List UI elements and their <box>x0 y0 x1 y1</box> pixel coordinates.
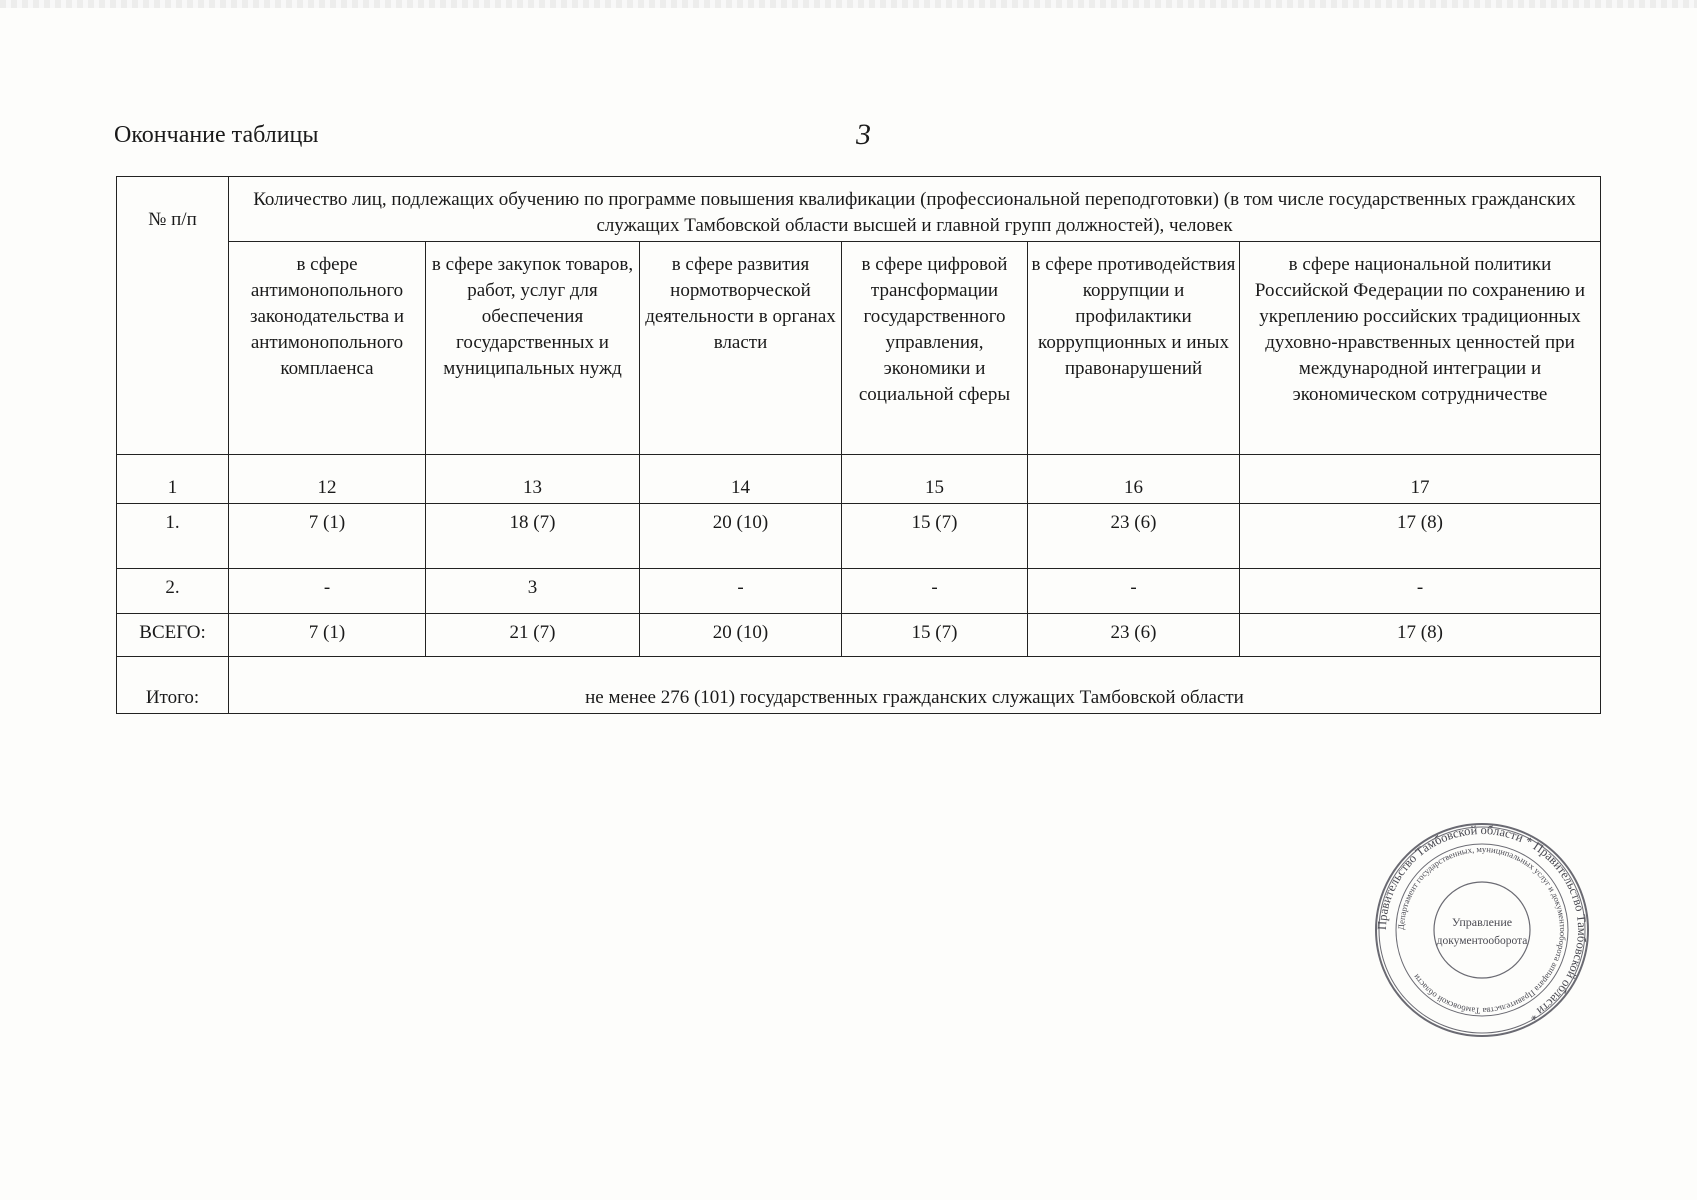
table-cell: 17 <box>1240 455 1601 504</box>
table-cell: 17 (8) <box>1240 614 1601 657</box>
main-header: Количество лиц, подлежащих обучению по программе повышения квалификации (профессиональной переподготовки) (в том числе государственных гражданских служащих Тамбовской области высшей и главной групп должностей), человек <box>229 177 1601 242</box>
col-header-number: № п/п <box>117 177 229 455</box>
sub-header-digital: в сфере цифровой трансформации государственного управления, экономики и социальной сферы <box>842 242 1028 455</box>
sub-header-procurement: в сфере закупок товаров, работ, услуг для обеспечения государственных и муниципальных нужд <box>426 242 640 455</box>
table-cell: 7 (1) <box>229 504 426 569</box>
stamp-outer-text: Правительство Тамбовской области * Правительство Тамбовской области * <box>1374 822 1590 1024</box>
table-cell: 15 (7) <box>842 614 1028 657</box>
stamp-seal <box>1372 820 1592 1040</box>
table-cell: 18 (7) <box>426 504 640 569</box>
table-cell: 1 <box>117 455 229 504</box>
training-table <box>116 176 1600 714</box>
final-row-text: не менее 276 (101) государственных гражданских служащих Тамбовской области <box>229 657 1601 714</box>
stamp-middle-text: Департамент государственных, муниципальных услуг и документооборота аппарата Правительства Тамбовской области <box>1395 843 1569 1017</box>
table-cell: 20 (10) <box>640 614 842 657</box>
sub-header-national-policy: в сфере национальной политики Российской Федерации по сохранению и укреплению российских традиционных духовно-нравственных ценностей при международной интеграции и экономическом сотрудничестве <box>1240 242 1601 455</box>
table-cell: 23 (6) <box>1028 504 1240 569</box>
table-cell: 14 <box>640 455 842 504</box>
column-numbers-row <box>117 455 1601 504</box>
table-cell: 23 (6) <box>1028 614 1240 657</box>
final-row <box>117 657 1601 714</box>
table-cell: - <box>640 569 842 614</box>
table-cell: 3 <box>426 569 640 614</box>
official-stamp <box>1372 820 1592 1040</box>
table-cell: 17 (8) <box>1240 504 1601 569</box>
table-row <box>117 569 1601 614</box>
table-cell: 12 <box>229 455 426 504</box>
total-row <box>117 614 1601 657</box>
page-header: Окончание таблицы <box>114 122 319 148</box>
table-cell: - <box>842 569 1028 614</box>
table-cell: 2. <box>117 569 229 614</box>
table-cell: 1. <box>117 504 229 569</box>
table-cell: - <box>229 569 426 614</box>
sub-header-rulemaking: в сфере развития нормотворческой деятельности в органах власти <box>640 242 842 455</box>
table-cell: 21 (7) <box>426 614 640 657</box>
stamp-center-line1: Управление <box>1451 915 1513 929</box>
table-cell: 15 <box>842 455 1028 504</box>
table-cell: - <box>1028 569 1240 614</box>
table-cell: 7 (1) <box>229 614 426 657</box>
sub-header-anticorruption: в сфере противодействия коррупции и профилактики коррупционных и иных правонарушений <box>1028 242 1240 455</box>
scan-edge <box>0 0 1697 8</box>
final-row-label: Итого: <box>117 657 229 714</box>
table-cell: 15 (7) <box>842 504 1028 569</box>
table-cell: 16 <box>1028 455 1240 504</box>
table-cell: 20 (10) <box>640 504 842 569</box>
table-cell: ВСЕГО: <box>117 614 229 657</box>
table-row <box>117 504 1601 569</box>
stamp-center-line2: документооборота <box>1436 935 1528 947</box>
table-cell: - <box>1240 569 1601 614</box>
table-cell: 13 <box>426 455 640 504</box>
sub-header-antimonopoly: в сфере антимонопольного законодательства и антимонопольного комплаенса <box>229 242 426 455</box>
page-number: 3 <box>856 118 871 151</box>
